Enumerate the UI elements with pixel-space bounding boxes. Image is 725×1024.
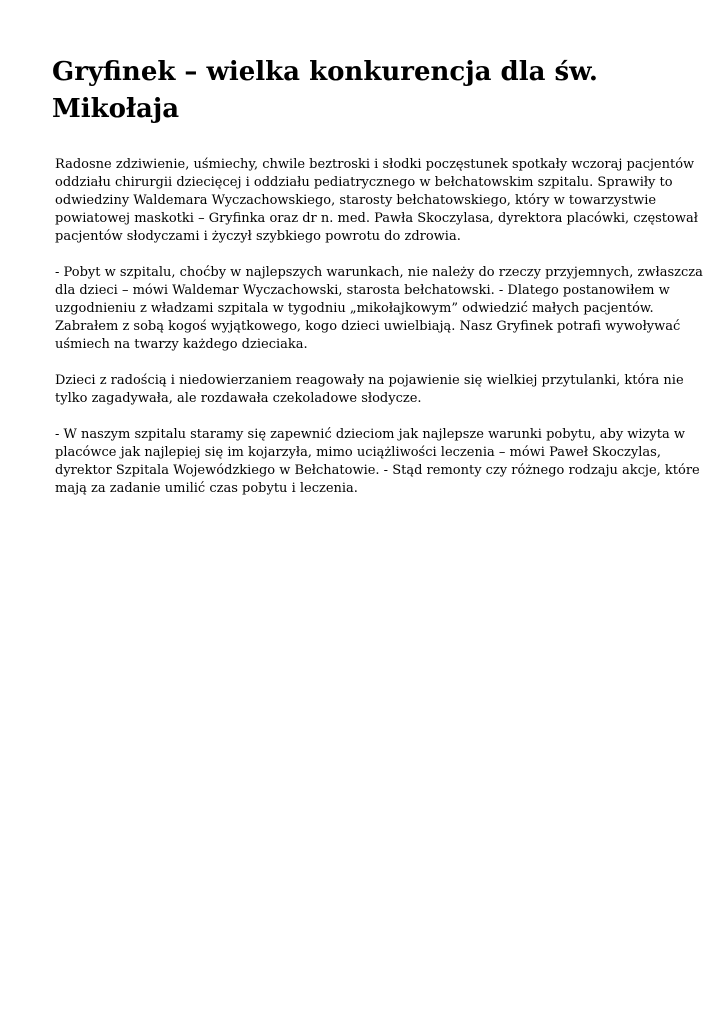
article-body: [55, 156, 703, 516]
paragraph-line: Zabrałem z sobą kogoś wyjątkowego, kogo dzieci uwielbiają. Nasz Gryfinek potrafi wywoływać: [55, 319, 681, 334]
paragraph-line: oddziału chirurgii dziecięcej i oddziału pediatrycznego w bełchatowskim szpitalu. Sprawiły to: [55, 175, 673, 190]
paragraph-line: pacjentów słodyczami i życzył szybkiego powrotu do zdrowia.: [55, 229, 461, 244]
paragraph-line: - W naszym szpitalu staramy się zapewnić dzieciom jak najlepsze warunki pobytu, aby wizyta w: [55, 427, 686, 442]
paragraph-line: powiatowej maskotki – Gryfinka oraz dr n. med. Pawła Skoczylasa, dyrektora placówki, częstował: [55, 211, 698, 226]
article-paragraph: [55, 264, 703, 354]
paragraph-line: mają za zadanie umilić czas pobytu i leczenia.: [55, 481, 358, 496]
paragraph-line: odwiedziny Waldemara Wyczachowskiego, starosty bełchatowskiego, który w towarzystwie: [55, 193, 657, 208]
paragraph-line: - Pobyt w szpitalu, choćby w najlepszych warunkach, nie należy do rzeczy przyjemnych, zwłaszcza: [55, 265, 703, 280]
paragraph-line: dla dzieci – mówi Waldemar Wyczachowski, starosta bełchatowski. - Dlatego postanowiłem w: [55, 283, 670, 298]
article-paragraph: [55, 426, 700, 498]
paragraph-line: uśmiech na twarzy każdego dzieciaka.: [55, 337, 308, 352]
title-line: Mikołaja: [52, 94, 180, 124]
paragraph-line: dyrektor Szpitala Wojewódzkiego w Bełchatowie. - Stąd remonty czy różnego rodzaju akcje, które: [55, 463, 700, 478]
title-line: Gryfinek – wielka konkurencja dla św.: [52, 57, 598, 87]
article-title: [52, 54, 662, 128]
paragraph-line: Dzieci z radością i niedowierzaniem reagowały na pojawienie się wielkiej przytulanki, która nie: [55, 373, 684, 388]
paragraph-line: placówce jak najlepiej się im kojarzyła, mimo uciążliwości leczenia – mówi Paweł Skoczylas,: [55, 445, 661, 460]
paragraph-line: uzgodnieniu z władzami szpitala w tygodniu „mikołajkowym” odwiedzić małych pacjentów.: [55, 301, 654, 316]
article-paragraph: [55, 156, 698, 246]
paragraph-line: tylko zagadywała, ale rozdawała czekoladowe słodycze.: [55, 391, 422, 406]
paragraph-line: Radosne zdziwienie, uśmiechy, chwile beztroski i słodki poczęstunek spotkały wczoraj pacjentów: [55, 157, 695, 172]
article-paragraph: [55, 372, 684, 408]
